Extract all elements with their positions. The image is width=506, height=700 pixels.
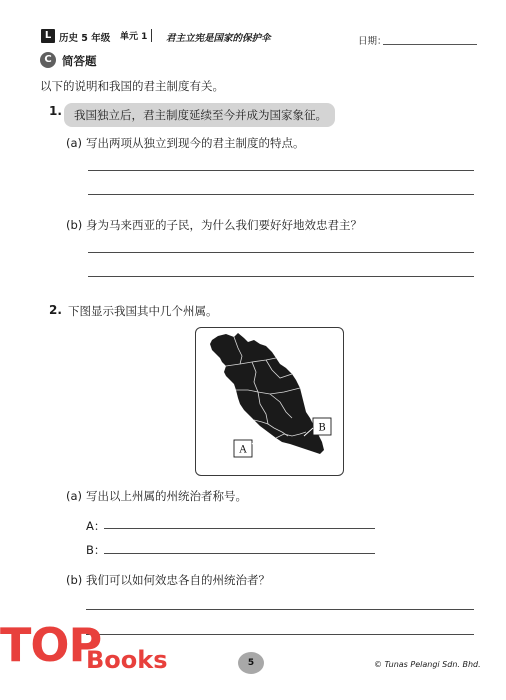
map-frame: [195, 327, 344, 476]
answer-row-a: [86, 518, 104, 534]
question-2a: [66, 488, 247, 504]
question-2a-text: 写出以上州属的州统治者称号。: [86, 489, 247, 503]
intro-text: 以下的说明和我国的君主制度有关。: [40, 79, 224, 93]
question-2b: [66, 572, 270, 588]
question-1a: [66, 135, 305, 151]
date-field[interactable]: [383, 44, 477, 45]
copyright-text: © Tunas Pelangi Sdn. Bhd.: [374, 660, 481, 669]
answer-a-label: A：: [86, 519, 106, 533]
answer-line-1b-2[interactable]: [88, 276, 474, 277]
unit-title: 君主立宪是国家的保护伞: [166, 33, 271, 44]
question-1b: [66, 217, 362, 233]
answer-line-2a-a[interactable]: [104, 528, 375, 529]
question-1a-label: (a): [66, 136, 83, 150]
answer-line-1a-2[interactable]: [88, 194, 474, 195]
unit-label: 单元 1: [120, 29, 152, 42]
answer-row-b: [86, 542, 104, 558]
answer-line-1a-1[interactable]: [88, 170, 474, 171]
brand-logo-top: TOP: [0, 618, 102, 672]
question-2b-text: 我们可以如何效忠各自的州统治者？: [86, 573, 270, 587]
question-1-number: 1.: [49, 104, 62, 118]
pointer-line-a: [252, 434, 262, 444]
question-2b-label: (b): [66, 573, 83, 587]
map-label-b: B: [318, 422, 326, 434]
date-label: 日期：: [358, 36, 387, 47]
answer-b-label: B：: [86, 543, 106, 557]
peninsular-malaysia-map: [196, 328, 345, 477]
page-number: 5: [238, 652, 264, 674]
question-1b-text: 身为马来西亚的子民，为什么我们要好好地效忠君主？: [86, 218, 362, 232]
question-2-number: 2.: [49, 303, 62, 317]
question-1-statement: 我国独立后，君主制度延续至今并成为国家象征。: [64, 103, 335, 127]
question-2-text: 下图显示我国其中几个州属。: [68, 304, 218, 318]
answer-line-2b-1[interactable]: [86, 609, 474, 610]
answer-line-2a-b[interactable]: [104, 553, 375, 554]
answer-line-2b-2[interactable]: [86, 634, 474, 635]
subject-label: 历史 5 年级: [59, 33, 111, 44]
publisher-logo: L: [41, 29, 55, 43]
question-1a-text: 写出两项从独立到现今的君主制度的特点。: [86, 136, 305, 150]
question-2a-label: (a): [66, 489, 83, 503]
brand-logo-books: Books: [86, 646, 168, 674]
label-box-a: [234, 434, 262, 457]
question-1b-label: (b): [66, 218, 83, 232]
answer-line-1b-1[interactable]: [88, 252, 474, 253]
map-label-a: A: [239, 444, 247, 456]
section-title: 简答题: [62, 54, 97, 68]
section-badge: C: [40, 52, 56, 68]
